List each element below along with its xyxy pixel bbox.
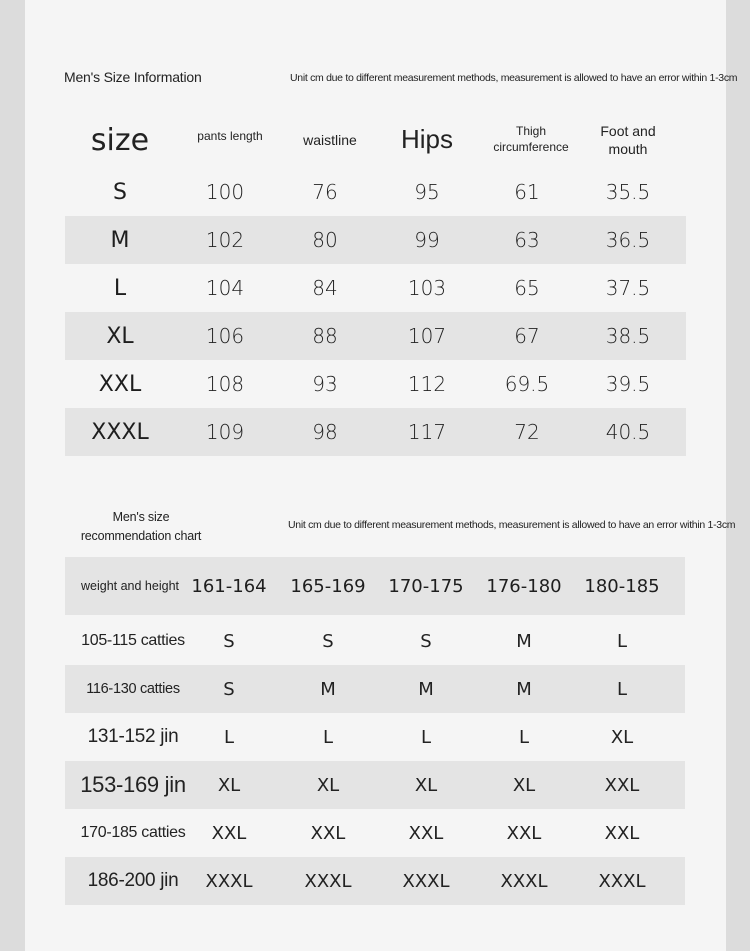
recommended-size-cell: S	[322, 630, 334, 652]
recommendation-table	[65, 557, 685, 905]
size-cell: XXL	[98, 371, 142, 397]
measurement-cell: 35.5	[605, 180, 651, 204]
recommended-size-cell: XXXL	[304, 870, 352, 892]
recommendation-note: Unit cm due to different measurement methods, measurement is allowed to have an error within 1-3cm	[288, 519, 736, 531]
recommendation-row	[65, 713, 685, 761]
recommendation-row	[65, 857, 685, 905]
size-row	[65, 360, 686, 408]
weight-label-cell: 153-169 jin	[80, 772, 186, 797]
measurement-cell: 102	[205, 228, 245, 252]
recommended-size-cell: XXXL	[598, 870, 646, 892]
measurement-cell: 61	[514, 180, 540, 204]
size-row	[65, 408, 686, 456]
measurement-cell: 108	[205, 372, 245, 396]
size-cell: XXXL	[91, 419, 149, 445]
measurement-cell: 72	[514, 420, 540, 444]
recommendation-title: Men's size recommendation chart	[80, 510, 202, 543]
size-cell: L	[113, 275, 127, 301]
recommended-size-cell: XL	[610, 726, 634, 748]
recommended-size-cell: L	[322, 726, 334, 748]
header-foot-and-mouth: Foot and mouth	[600, 122, 656, 157]
measurement-cell: 93	[312, 372, 338, 396]
weight-label-cell: 131-152 jin	[87, 726, 179, 747]
recommended-size-cell: XL	[414, 774, 438, 796]
measurement-cell: 109	[205, 420, 245, 444]
measurement-cell: 80	[312, 228, 338, 252]
measurement-cell: 39.5	[605, 372, 651, 396]
size-info-note: Unit cm due to different measurement methods, measurement is allowed to have an error within 1-3cm	[290, 72, 738, 84]
header-waistline: waistline	[303, 131, 357, 148]
measurement-cell: 117	[407, 420, 447, 444]
recommended-size-cell: XXXL	[402, 870, 450, 892]
size-row	[65, 168, 686, 216]
measurement-cell: 40.5	[605, 420, 651, 444]
measurement-cell: 95	[414, 180, 440, 204]
header-pants-length: pants length	[197, 129, 263, 144]
height-header-cell: 180-185	[584, 575, 660, 597]
weight-label-cell: 186-200 jin	[87, 870, 179, 891]
measurement-cell: 37.5	[605, 276, 651, 300]
recommendation-header-row	[65, 557, 685, 615]
measurement-cell: 36.5	[605, 228, 651, 252]
measurement-cell: 99	[414, 228, 440, 252]
recommended-size-cell: L	[616, 630, 628, 652]
weight-label-cell: 116-130 catties	[86, 681, 180, 697]
measurement-cell: 38.5	[605, 324, 651, 348]
measurement-cell: 106	[205, 324, 245, 348]
recommended-size-cell: XXL	[211, 822, 247, 844]
height-header-cell: 161-164	[191, 575, 267, 597]
size-info-table	[65, 112, 686, 456]
measurement-cell: 100	[205, 180, 245, 204]
recommendation-row	[65, 665, 685, 713]
size-cell: XL	[106, 323, 134, 349]
measurement-cell: 63	[514, 228, 540, 252]
measurement-cell: 104	[205, 276, 245, 300]
recommended-size-cell: M	[320, 678, 336, 700]
measurement-cell: 103	[407, 276, 447, 300]
recommended-size-cell: S	[420, 630, 432, 652]
recommendation-row	[65, 809, 685, 857]
recommended-size-cell: XL	[217, 774, 241, 796]
size-cell: M	[110, 227, 130, 253]
recommended-size-cell: XXL	[506, 822, 542, 844]
height-header-cell: 165-169	[290, 575, 366, 597]
recommendation-row	[65, 761, 685, 809]
weight-label-cell: 170-185 catties	[80, 824, 186, 841]
recommended-size-cell: XXXL	[500, 870, 548, 892]
height-header-cell: 170-175	[388, 575, 464, 597]
size-row	[65, 312, 686, 360]
height-header-cell: 176-180	[486, 575, 562, 597]
recommended-size-cell: M	[516, 630, 532, 652]
measurement-cell: 84	[312, 276, 338, 300]
recommended-size-cell: L	[223, 726, 235, 748]
measurement-cell: 107	[407, 324, 447, 348]
size-info-title: Men's Size Information	[64, 69, 202, 85]
recommended-size-cell: XL	[316, 774, 340, 796]
recommended-size-cell: XL	[512, 774, 536, 796]
measurement-cell: 65	[514, 276, 540, 300]
recommended-size-cell: S	[223, 678, 235, 700]
header-thigh-circumference: Thigh circumference	[493, 124, 569, 154]
recommended-size-cell: L	[616, 678, 628, 700]
recommended-size-cell: S	[223, 630, 235, 652]
size-cell: S	[113, 179, 127, 205]
recommended-size-cell: XXL	[408, 822, 444, 844]
recommended-size-cell: M	[516, 678, 532, 700]
measurement-cell: 98	[312, 420, 338, 444]
recommended-size-cell: XXL	[604, 774, 640, 796]
header-weight-and-height: weight and height	[81, 579, 179, 593]
recommended-size-cell: M	[418, 678, 434, 700]
size-info-header-row	[65, 112, 686, 168]
header-size: size	[90, 122, 150, 158]
recommended-size-cell: L	[518, 726, 530, 748]
recommended-size-cell: XXXL	[205, 870, 253, 892]
weight-label-cell: 105-115 catties	[81, 632, 185, 649]
recommended-size-cell: L	[420, 726, 432, 748]
header-hips: Hips	[400, 124, 453, 155]
measurement-cell: 67	[514, 324, 540, 348]
measurement-cell: 112	[407, 372, 447, 396]
measurement-cell: 76	[312, 180, 338, 204]
measurement-cell: 88	[312, 324, 338, 348]
recommended-size-cell: XXL	[604, 822, 640, 844]
recommended-size-cell: XXL	[310, 822, 346, 844]
recommendation-row	[65, 617, 685, 665]
measurement-cell: 69.5	[504, 372, 550, 396]
size-row	[65, 264, 686, 312]
size-row	[65, 216, 686, 264]
